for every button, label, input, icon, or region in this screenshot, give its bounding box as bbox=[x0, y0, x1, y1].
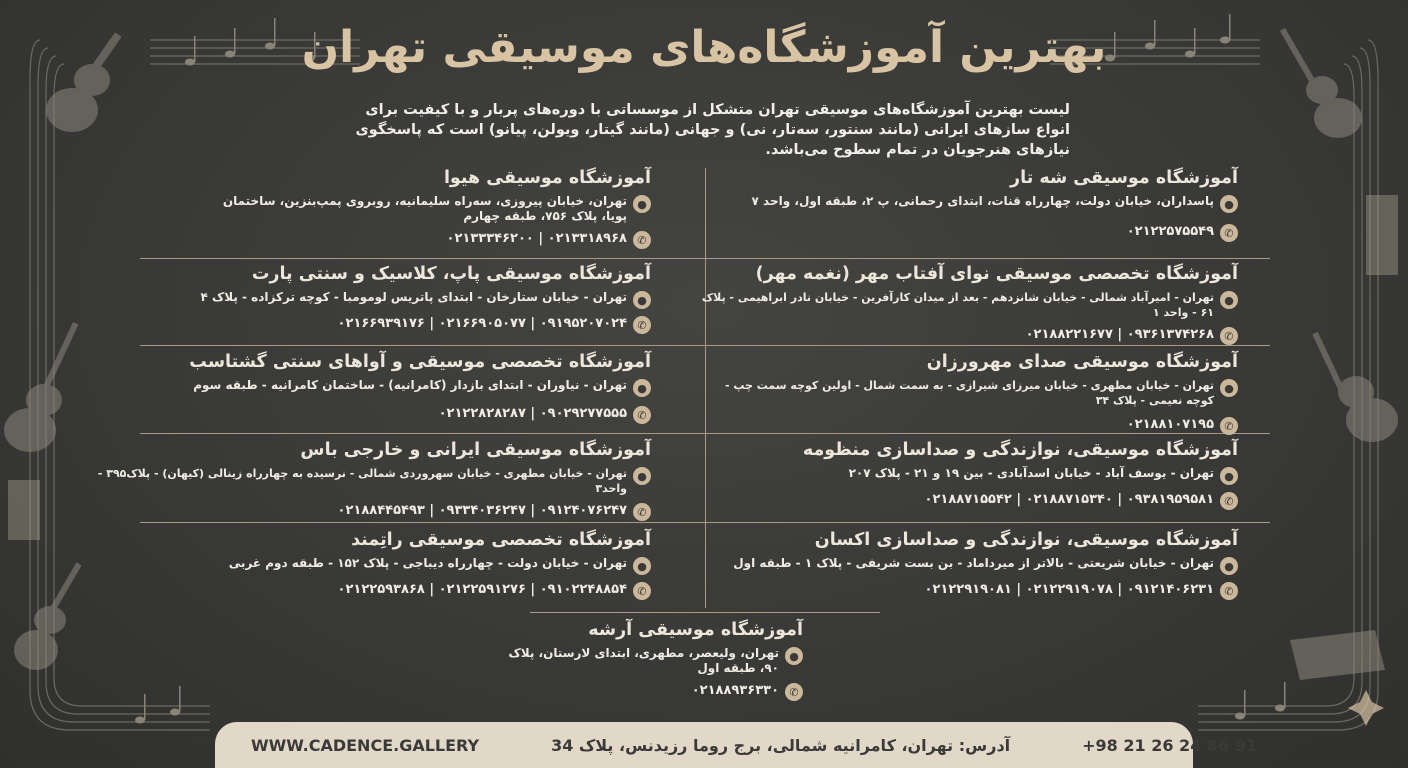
school-address: تهران - خیابان ستارخان - ابتدای پاتریس لومومبا - کوچه ترکزاده - پلاک ۴ bbox=[200, 290, 627, 304]
phone-icon: ✆ bbox=[785, 683, 803, 701]
school-phone: ۰۹۱۰۲۲۴۸۸۵۴ | ۰۲۱۲۲۵۹۱۲۷۶ | ۰۲۱۲۲۵۹۳۸۶۸ bbox=[337, 582, 627, 597]
school-card bbox=[698, 440, 1238, 516]
location-pin-icon: ● bbox=[633, 379, 651, 397]
school-phone: ۰۹۳۶۱۳۷۴۲۶۸ | ۰۲۱۸۸۲۲۱۶۷۷ bbox=[1025, 327, 1214, 342]
school-phone: ۰۹۱۲۴۰۷۶۲۴۷ | ۰۹۳۳۴۰۳۶۲۴۷ | ۰۲۱۸۸۴۴۵۴۹۳ bbox=[337, 503, 627, 518]
school-card bbox=[91, 440, 651, 527]
school-phone: ۰۲۱۸۸۱۰۷۱۹۵ bbox=[1126, 417, 1214, 432]
school-address: تهران - خیابان مطهری - خیابان میرزای شیرازی - به سمت شمال - اولین کوچه سمت چپ - کوچه نعیمی - پلاک ۳۴ bbox=[724, 379, 1214, 407]
school-address: تهران - امیرآباد شمالی - خیابان شانزدهم - بعد از میدان کارآفرین - خیابان نادر ابراهیمی - پلاک ۶۱ - واحد ۱ bbox=[701, 291, 1214, 319]
intro-paragraph: لیست بهترین آموزشگاه‌های موسیقی تهران متشکل از موسساتی با دوره‌های پربار و با کیفیت برای انواع سازهای ایرانی (مانند سنتور، سه‌تار، نی) و جهانی (مانند گیتار، ویولن، پیانو) است که پاسخگوی نیازهای هنرجویان در تمام سطوح می‌باشد. bbox=[355, 102, 1070, 158]
footer-phone-link[interactable]: +98 21 26 24 86 91 bbox=[1082, 735, 1257, 755]
school-address: تهران - یوسف آباد - خیابان اسدآبادی - بین ۱۹ و ۲۱ - پلاک ۲۰۷ bbox=[848, 466, 1214, 480]
location-pin-icon: ● bbox=[785, 647, 803, 665]
school-name: آموزشگاه تخصصی موسیقی راتِمند bbox=[351, 530, 651, 550]
location-pin-icon: ● bbox=[1220, 291, 1238, 309]
school-card bbox=[503, 620, 803, 707]
phone-icon: ✆ bbox=[1220, 417, 1238, 435]
footer-bar bbox=[215, 722, 1257, 768]
school-card bbox=[698, 352, 1238, 441]
school-name: آموزشگاه موسیقی صدای مهرورزان bbox=[926, 352, 1238, 372]
school-address: تهران - خیابان شریعتی - بالاتر از میرداماد - بن بست شریفی - پلاک ۱ - طبقه اول bbox=[733, 556, 1214, 570]
school-name: آموزشگاه موسیقی، نوازندگی و صداسازی منظومه bbox=[802, 440, 1238, 460]
school-address: تهران، خیابان پیروزی، سه‌راه سلیمانیه، روبروی پمپ‌بنزین، ساختمان پویا، پلاک ۷۵۶، طبقه چهارم bbox=[222, 194, 627, 223]
phone-icon: ✆ bbox=[1220, 492, 1238, 510]
phone-icon: ✆ bbox=[1220, 224, 1238, 242]
school-name: آموزشگاه موسیقی پاپ، کلاسیک و سنتی پارت bbox=[251, 264, 651, 284]
phone-icon: ✆ bbox=[633, 406, 651, 424]
phone-icon: ✆ bbox=[1220, 582, 1238, 600]
footer-website-link[interactable]: WWW.CADENCE.GALLERY bbox=[251, 735, 480, 755]
page-title: بهترین آموزشگاه‌های موسیقی تهران bbox=[301, 22, 1107, 73]
location-pin-icon: ● bbox=[1220, 195, 1238, 213]
school-card bbox=[698, 168, 1238, 248]
school-name: آموزشگاه موسیقی هیوا bbox=[443, 168, 651, 188]
row-divider-1 bbox=[140, 258, 1270, 259]
school-address: پاسداران، خیابان دولت، چهارراه قنات، ابتدای رحمانی، پ ۲، طبقه اول، واحد ۷ bbox=[751, 194, 1214, 208]
school-name: آموزشگاه تخصصی موسیقی و آواهای سنتی گشتاسب bbox=[189, 352, 651, 372]
school-name: آموزشگاه موسیقی، نوازندگی و صداسازی اکسان bbox=[814, 530, 1238, 550]
row-divider-5 bbox=[530, 612, 880, 613]
school-card bbox=[698, 530, 1238, 606]
location-pin-icon: ● bbox=[633, 557, 651, 575]
location-pin-icon: ● bbox=[633, 195, 651, 213]
location-pin-icon: ● bbox=[633, 467, 651, 485]
school-address: تهران - خیابان مطهری - خیابان سهروردی شمالی - نرسیده به چهارراه زینالی (کیهان) - پلاک۳۹۵ - واحد۳ bbox=[97, 467, 627, 495]
phone-icon: ✆ bbox=[633, 231, 651, 249]
school-phone: ۰۹۱۹۵۲۰۷۰۲۴ | ۰۲۱۶۶۹۰۵۰۷۷ | ۰۲۱۶۶۹۳۹۱۷۶ bbox=[337, 316, 627, 331]
phone-icon: ✆ bbox=[633, 316, 651, 334]
school-address: تهران، ولیعصر، مطهری، ابتدای لارستان، پلاک ۹۰، طبقه اول bbox=[508, 646, 779, 675]
phone-icon: ✆ bbox=[633, 503, 651, 521]
school-phone: ۰۲۱۳۳۱۸۹۶۸ | ۰۲۱۳۳۳۴۶۲۰۰ bbox=[446, 231, 627, 246]
school-phone: ۰۹۱۲۱۴۰۶۲۳۱ | ۰۲۱۲۲۹۱۹۰۷۸ | ۰۲۱۲۲۹۱۹۰۸۱ bbox=[924, 582, 1214, 597]
school-name: آموزشگاه تخصصی موسیقی نوای آفتاب مهر (نغمه مهر) bbox=[755, 264, 1238, 284]
school-phone: ۰۲۱۲۲۵۷۵۵۴۹ bbox=[1126, 224, 1214, 239]
footer-address: آدرس: تهران، کامرانیه شمالی، برج روما رزیدنس، پلاک 34 bbox=[551, 735, 1011, 755]
school-phone: ۰۲۱۸۸۹۳۶۳۳۰ bbox=[691, 683, 779, 698]
school-name: آموزشگاه موسیقی ایرانی و خارجی باس bbox=[300, 440, 651, 460]
school-phone: ۰۹۰۲۹۲۷۷۵۵۵ | ۰۲۱۲۲۸۲۸۲۸۷ bbox=[438, 406, 627, 421]
location-pin-icon: ● bbox=[1220, 557, 1238, 575]
school-address: تهران - نیاوران - ابتدای بازدار (کامرانیه) - ساختمان کامرانیه - طبقه سوم bbox=[193, 378, 627, 392]
school-card bbox=[131, 264, 651, 340]
school-name: آموزشگاه موسیقی شه تار bbox=[1010, 168, 1238, 188]
school-card bbox=[698, 264, 1238, 351]
school-card bbox=[211, 168, 651, 255]
location-pin-icon: ● bbox=[1220, 379, 1238, 397]
school-address: تهران - خیابان دولت - چهارراه دیباجی - پلاک ۱۵۲ - طبقه دوم غربی bbox=[228, 556, 627, 570]
phone-icon: ✆ bbox=[633, 582, 651, 600]
location-pin-icon: ● bbox=[633, 291, 651, 309]
school-card bbox=[131, 352, 651, 430]
school-card bbox=[131, 530, 651, 606]
school-phone: ۰۹۳۸۱۹۵۹۵۸۱ | ۰۲۱۸۸۷۱۵۳۴۰ | ۰۲۱۸۸۷۱۵۵۴۲ bbox=[924, 492, 1214, 507]
school-name: آموزشگاه موسیقی آرشه bbox=[588, 620, 803, 640]
location-pin-icon: ● bbox=[1220, 467, 1238, 485]
phone-icon: ✆ bbox=[1220, 327, 1238, 345]
